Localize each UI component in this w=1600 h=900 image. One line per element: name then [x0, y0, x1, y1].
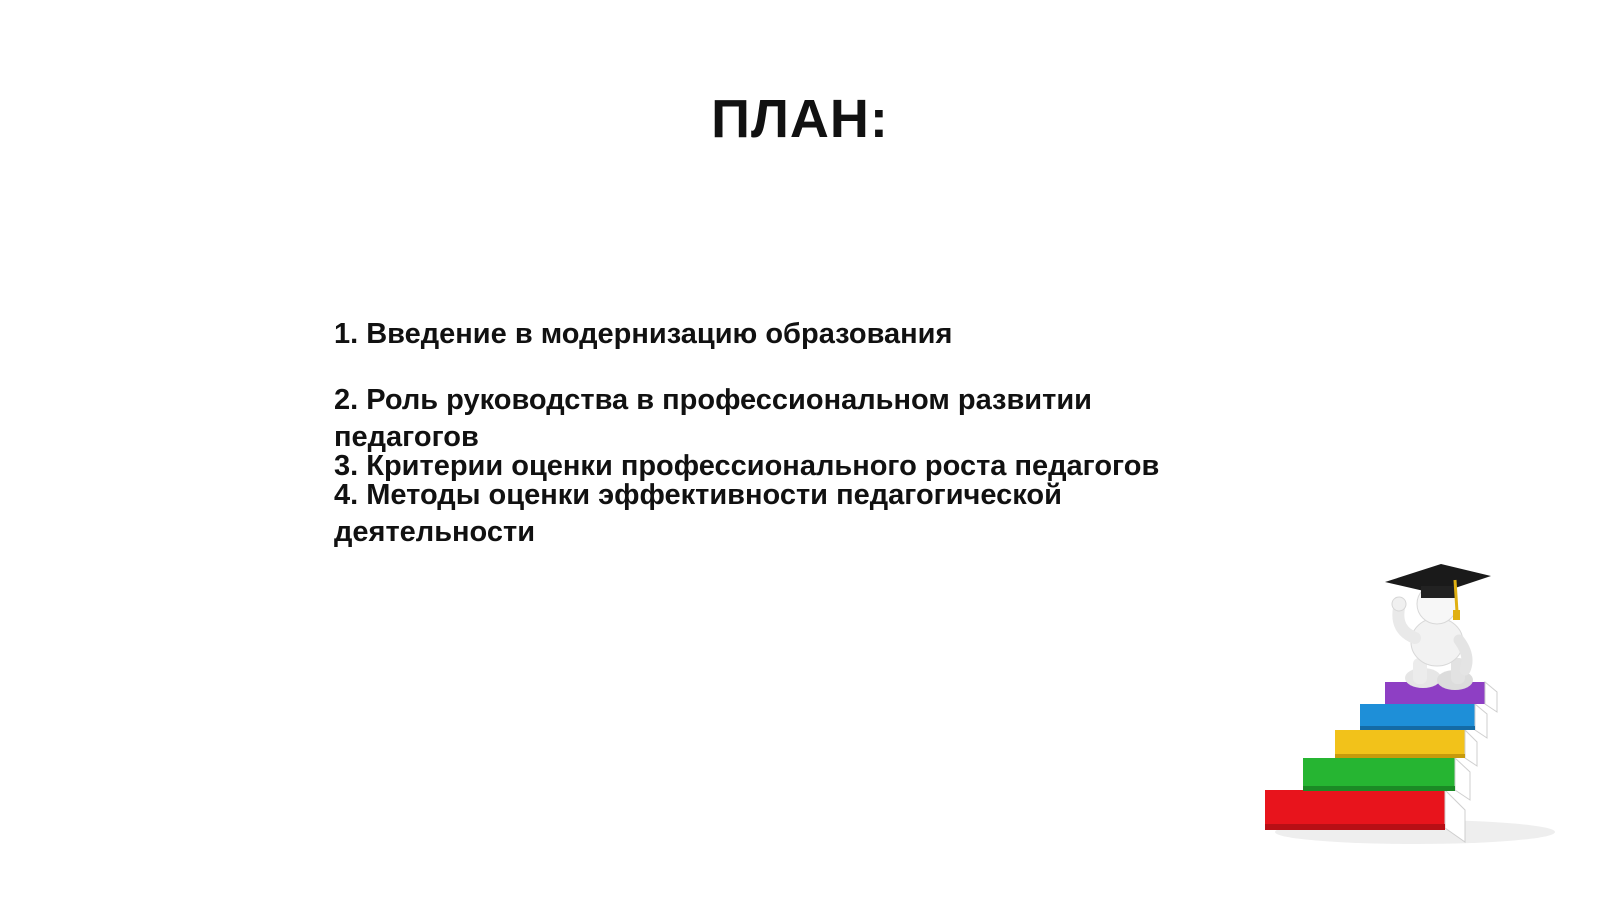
plan-item-4: 4. Методы оценки эффективности педагогической деятельности — [334, 479, 1062, 548]
plan-item-3: 3. Критерии оценки профессионального роста педагогов — [334, 450, 1160, 482]
plan-list — [334, 316, 1174, 551]
plan-item-1: 1. Введение в модернизацию образования — [334, 318, 953, 350]
plan-item-2: 2. Роль руководства в профессиональном развитии педагогов — [334, 384, 1092, 453]
graduate-on-books-icon — [1265, 560, 1565, 860]
graduate-figure-icon — [1385, 564, 1491, 690]
slide-title: ПЛАН: — [711, 89, 889, 149]
